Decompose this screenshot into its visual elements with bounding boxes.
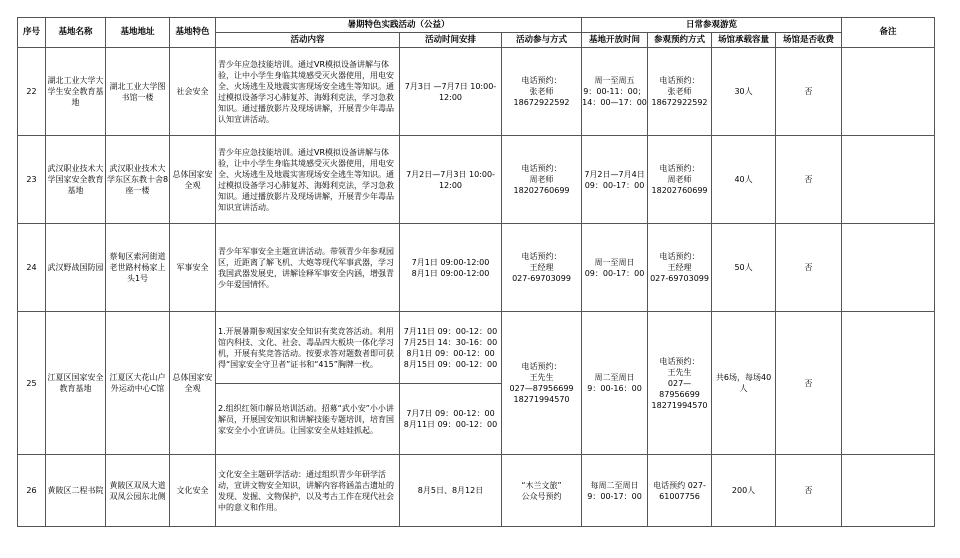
cell-participation: 电话预约： 王经理 027-69703099 <box>502 224 582 312</box>
cell-capacity: 40人 <box>712 136 776 224</box>
cell-capacity: 共6场，每场40人 <box>712 312 776 455</box>
page <box>17 17 935 527</box>
cell-remarks <box>842 136 935 224</box>
header-activity-time: 活动时间安排 <box>400 33 502 48</box>
cell-booking: 电话预约 027-61007756 <box>648 455 712 527</box>
cell-activity-time: 8月5日、8月12日 <box>400 455 502 527</box>
cell-seq: 24 <box>18 224 46 312</box>
cell-activity-content: 青少年军事安全主题宣讲活动。带领青少年参观园区，近距离了解飞机、大炮等现代军事武器，学习我国武器发展史，讲解诠释军事安全内涵，增强青少年爱国情怀。 <box>216 224 400 312</box>
header-row-1 <box>18 18 935 33</box>
cell-seq: 23 <box>18 136 46 224</box>
cell-booking: 电话预约： 张老师 18672922592 <box>648 48 712 136</box>
header-activity-content: 活动内容 <box>216 33 400 48</box>
cell-booking: 电话预约： 王经理 027-69703099 <box>648 224 712 312</box>
cell-fee: 否 <box>776 312 842 455</box>
cell-fee: 否 <box>776 48 842 136</box>
cell-activity-time: 7月1日 09:00-12:00 8月1日 09:00-12:00 <box>400 224 502 312</box>
header-summer-group: 暑期特色实践活动（公益） <box>216 18 582 33</box>
header-capacity: 场馆承载容量 <box>712 33 776 48</box>
header-fee: 场馆是否收费 <box>776 33 842 48</box>
cell-fee: 否 <box>776 455 842 527</box>
cell-open-time: 7月2日—7月4日 09：00-17：00 <box>582 136 648 224</box>
cell-capacity: 50人 <box>712 224 776 312</box>
table-row <box>18 48 935 136</box>
cell-base-name: 湖北工业大学大学生安全教育基地 <box>46 48 106 136</box>
cell-booking: 电话预约： 王先生 027—87956699 18271994570 <box>648 312 712 455</box>
cell-base-address: 江夏区大花山户外运动中心C馆 <box>106 312 170 455</box>
header-base-address: 基地地址 <box>106 18 170 48</box>
cell-base-feature: 总体国家安全观 <box>170 136 216 224</box>
cell-participation: 电话预约： 王先生 027—87956699 18271994570 <box>502 312 582 455</box>
cell-activity-content: 青少年应急技能培训。通过VR模拟设备讲解与体验，让中小学生身临其境感受灭火器使用，用电安全、火场逃生及地震实害现场安全逃生等知识。通过模拟设备学习心肺复苏、海姆利克法，学习急救知识。通过播放影片及现场讲解，开展青少年毒品知识宣讲活动。 <box>216 136 400 224</box>
cell-seq: 25 <box>18 312 46 455</box>
header-booking: 参观预约方式 <box>648 33 712 48</box>
cell-base-feature: 文化安全 <box>170 455 216 527</box>
cell-participation: 电话预约： 张老师18672922592 <box>502 48 582 136</box>
header-remarks: 备注 <box>842 18 935 48</box>
cell-open-time: 周一至周五 9：00-11：00； 14：00—17：00 <box>582 48 648 136</box>
cell-fee: 否 <box>776 136 842 224</box>
cell-activity-time: 7月11日 09：00-12：00 7月25日 14：30-16：00 8月1日 09：00-12：00 8月15日 09：00-12：00 <box>400 312 502 384</box>
cell-seq: 22 <box>18 48 46 136</box>
cell-base-name: 黄陂区二程书院 <box>46 455 106 527</box>
cell-remarks <box>842 48 935 136</box>
cell-booking: 电话预约： 周老师 18202760699 <box>648 136 712 224</box>
header-base-name: 基地名称 <box>46 18 106 48</box>
cell-capacity: 30人 <box>712 48 776 136</box>
cell-capacity: 200人 <box>712 455 776 527</box>
cell-fee: 否 <box>776 224 842 312</box>
table-row <box>18 136 935 224</box>
table-row <box>18 455 935 527</box>
cell-base-name: 武汉职业技术大学国家安全教育基地 <box>46 136 106 224</box>
table-row <box>18 312 935 384</box>
cell-base-feature: 社会安全 <box>170 48 216 136</box>
cell-activity-time: 7月2日—7月3日 10:00-12:00 <box>400 136 502 224</box>
cell-activity-content: 青少年应急技能培训。通过VR模拟设备讲解与体验，让中小学生身临其境感受灭火器使用，用电安全、火场逃生及地震实害现场安全逃生等知识。通过模拟设备学习心肺复苏、海姆利克法，学习急救知识。通过播放影片及现场讲解，开展青少年毒品认知宣讲活动。 <box>216 48 400 136</box>
header-seq: 序号 <box>18 18 46 48</box>
cell-base-feature: 军事安全 <box>170 224 216 312</box>
cell-activity-time: 7月3日 —7月7日 10:00-12:00 <box>400 48 502 136</box>
header-daily-group: 日常参观游览 <box>582 18 842 33</box>
cell-participation: “木兰文旅” 公众号预约 <box>502 455 582 527</box>
cell-activity-content: 文化安全主题研学活动：通过组织青少年研学活动，宣讲文物安全知识，讲解内容将涵盖古遗址的发现、发掘、文物保护，以及考古工作在现代社会中的意义和作用。 <box>216 455 400 527</box>
cell-activity-content: 1.开展暑期参观国家安全知识有奖竞答活动。利用馆内科技、文化、社会、毒品四大板块一体化学习机，开展有奖竞答活动。按要求答对题数者即可获得“国家安全守卫者”证书和“415”胸牌一枚。 <box>216 312 400 384</box>
cell-base-address: 武汉职业技术大学东区东教十舍8座一楼 <box>106 136 170 224</box>
cell-base-address: 黄陂区双凤大道双凤公园东北侧 <box>106 455 170 527</box>
cell-seq: 26 <box>18 455 46 527</box>
cell-open-time: 每周二至周日 9：00-17：00 <box>582 455 648 527</box>
cell-open-time: 周二至周日 9：00-16：00 <box>582 312 648 455</box>
cell-activity-content: 2.组织红领巾解员培训活动。招募“武小安”小小讲解员，开展国安知识和讲解技能专题培训，培育国家安全小小宣讲员。让国家安全从娃娃抓起。 <box>216 384 400 455</box>
cell-base-address: 湖北工业大学图书馆一楼 <box>106 48 170 136</box>
cell-activity-time: 7月7日 09：00-12：00 8月11日 09：00-12：00 <box>400 384 502 455</box>
cell-open-time: 周一至周日 09：00-17：00 <box>582 224 648 312</box>
cell-remarks <box>842 312 935 455</box>
cell-base-name: 江夏区国家安全教育基地 <box>46 312 106 455</box>
cell-remarks <box>842 224 935 312</box>
cell-base-address: 蔡甸区索河街道老世路村杨家上头1号 <box>106 224 170 312</box>
header-open-time: 基地开放时间 <box>582 33 648 48</box>
practice-base-table <box>17 17 935 527</box>
header-participation: 活动参与方式 <box>502 33 582 48</box>
table-row <box>18 224 935 312</box>
cell-base-feature: 总体国家安全观 <box>170 312 216 455</box>
cell-base-name: 武汉野战国防园 <box>46 224 106 312</box>
cell-participation: 电话预约： 周老师18202760699 <box>502 136 582 224</box>
header-base-feature: 基地特色 <box>170 18 216 48</box>
cell-remarks <box>842 455 935 527</box>
